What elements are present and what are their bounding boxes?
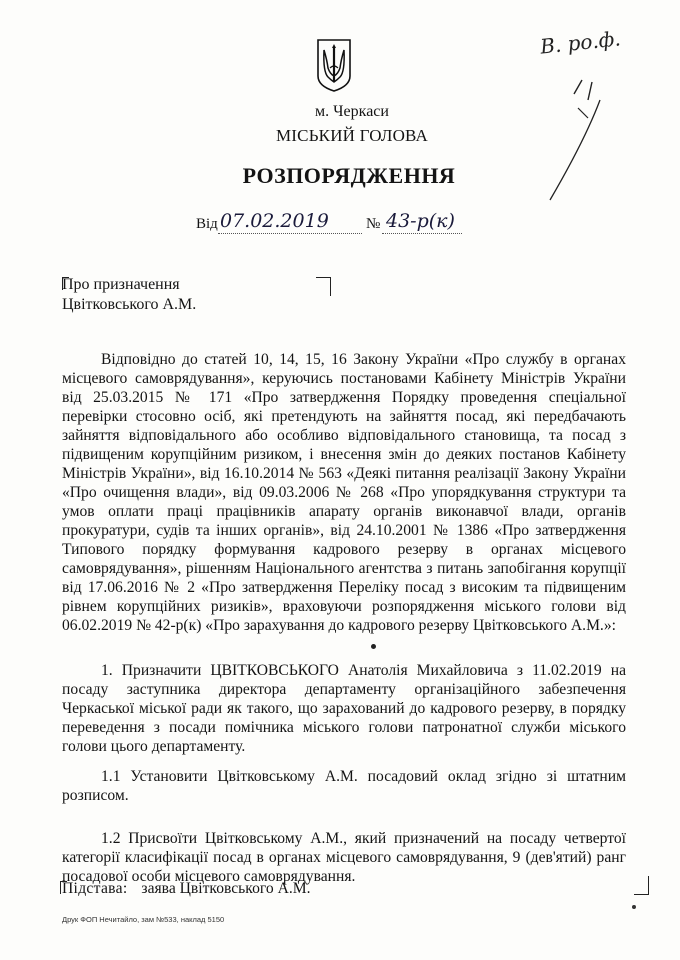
order-item-1-1: 1.1 Установити Цвітковському А.М. посадовий оклад згідно зі штатним розписом. bbox=[62, 768, 626, 804]
number-value: 43-р(к) bbox=[386, 210, 455, 232]
basis-value: заява Цвітковського А.М. bbox=[141, 880, 311, 897]
basis-line bbox=[62, 880, 311, 898]
handwritten-note: В. ро.ф. bbox=[538, 26, 622, 59]
handwritten-pen-strokes bbox=[540, 60, 630, 260]
basis-label: Підстава: bbox=[62, 880, 128, 897]
coat-of-arms-emblem bbox=[316, 38, 352, 92]
subject-line-2: Цвітковського А.М. bbox=[62, 296, 197, 313]
issuing-office: МІСЬКИЙ ГОЛОВА bbox=[275, 126, 428, 145]
order-item-1: 1. Призначити ЦВІТКОВСЬКОГО Анатолія Михайловича з 11.02.2019 на посаду заступника директора департаменту організаційного забезпечення Черкаської міської ради як такого, що зарахований до кадрового резерву, в порядку переведення з посади помічника міського голови патронатної служби міського голови цього департаменту. bbox=[62, 662, 626, 755]
number-prefix: № bbox=[366, 216, 381, 232]
city-name: м. Черкаси bbox=[315, 103, 389, 120]
stray-mark bbox=[632, 905, 636, 909]
preamble-paragraph: Відповідно до статей 10, 14, 15, 16 Закону України «Про службу в органах місцевого самоврядування», керуючись постановами Кабінету Міністрів України від 25.03.2015 № 171 «Про затвердження Порядку проведення спеціальної перевірки стосовно осіб, які претендують на зайняття посад, які передбачають зайняття відповідального або особливо відповідального становища, та посад з підвищеним корупційним ризиком, і внесення змін до деяких постанов Кабінету Міністрів України», від 16.10.2014 № 563 «Деякі питання реалізації Закону України «Про очищення влади», від 09.03.2006 № 268 «Про упорядкування структури та умов оплати праці працівників апарату органів виконавчої влади, органів прокуратури, судів та інших органів», від 24.10.2001 № 1386 «Про затвердження Типового порядку формування кадрового резерву в органах місцевого самоврядування», рішенням Національного агентства з питань запобігання корупції від 17.06.2016 № 2 «Про затвердження Переліку посад з високим та підвищеним рівнем корупційних ризиків», враховуючи розпорядження міського голови від 06.02.2019 № 42-р(к) «Про зарахування до кадрового резерву Цвітковського А.М.»: bbox=[62, 351, 626, 634]
date-prefix: Від bbox=[196, 216, 218, 232]
printer-imprint: Друк ФОП Нечитайло, зам №533, наклад 5150 bbox=[62, 915, 225, 924]
stray-dot-mark bbox=[371, 644, 376, 649]
date-value: 07.02.2019 bbox=[220, 210, 329, 232]
document-type-title: РОЗПОРЯДЖЕННЯ bbox=[242, 163, 456, 188]
subject-bracket-right bbox=[316, 277, 331, 296]
basis-bracket-right bbox=[634, 876, 649, 895]
subject-line-1: Про призначення bbox=[62, 276, 180, 293]
order-item-1-2: 1.2 Присвоїти Цвітковському А.М., який призначений на посаду четвертої категорії класифікації посад в органах місцевого самоврядування, 9 (дев'ятий) ранг посадової особи місцевого самоврядування. bbox=[62, 830, 626, 885]
document-subject bbox=[62, 275, 196, 315]
registration-line bbox=[196, 210, 496, 240]
